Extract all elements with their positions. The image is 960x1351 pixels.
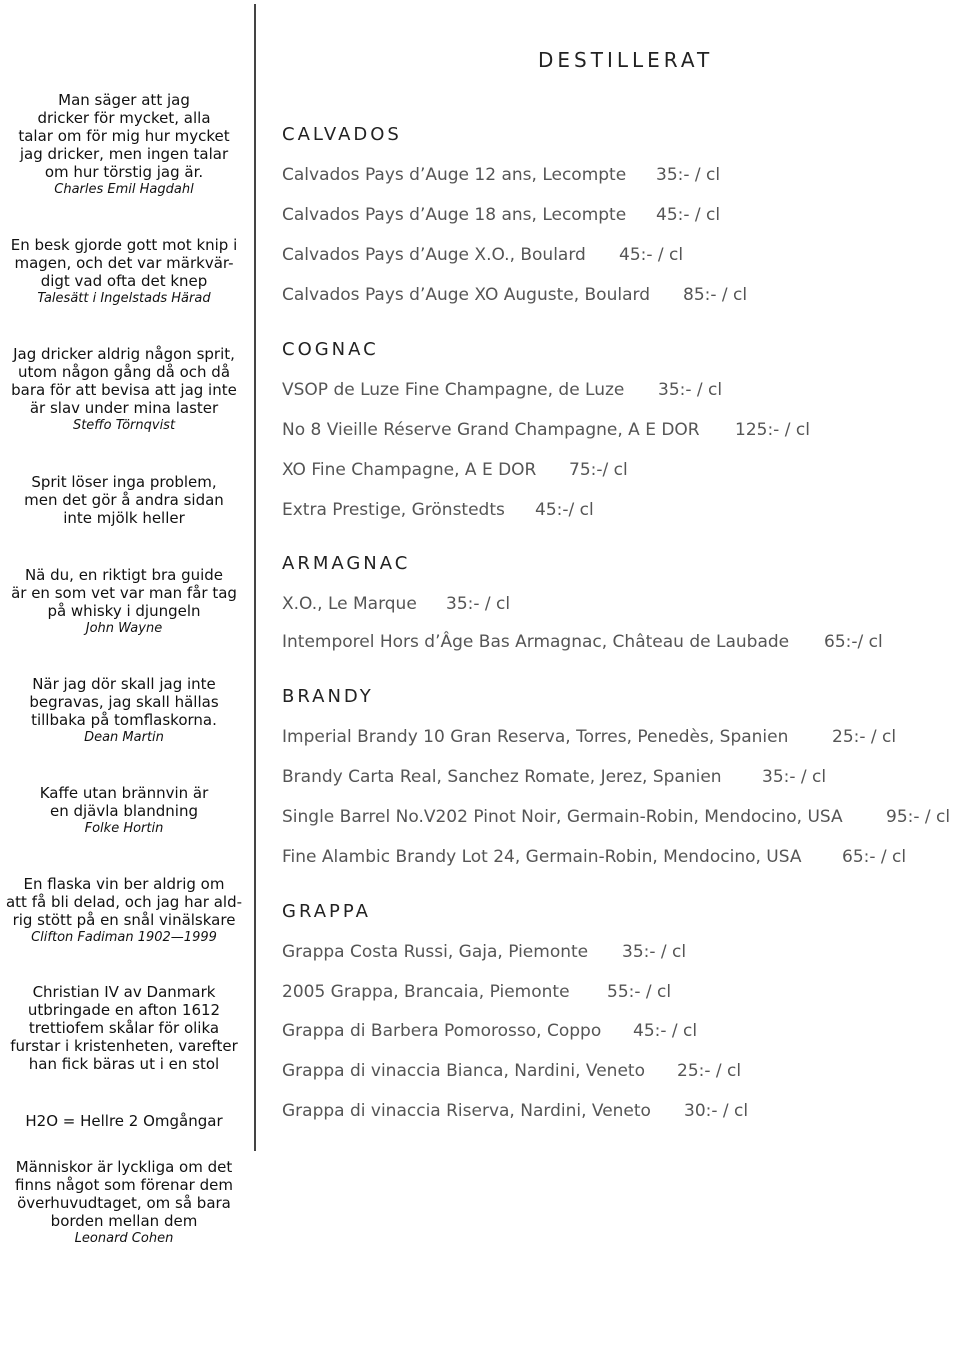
item-price: 85:- / cl	[683, 285, 748, 305]
menu-item	[282, 727, 897, 747]
quote-line: Kaffe utan brännvin är	[39, 784, 209, 802]
quote-line: En besk gjorde gott mot knip i	[10, 236, 238, 254]
quote-line: borden mellan dem	[50, 1212, 198, 1230]
quote-line: han fick bäras ut i en stol	[28, 1055, 220, 1073]
item-name: XO Fine Champagne, A E DOR	[282, 460, 537, 480]
quote-8	[0, 875, 248, 947]
quote-line: utbringade en afton 1612	[27, 1001, 221, 1019]
quote-line: När jag dör skall jag inte	[32, 675, 216, 693]
quote-line: men det gör å andra sidan	[24, 491, 224, 509]
quote-line: Man säger att jag	[58, 91, 190, 109]
item-name: Grappa Costa Russi, Gaja, Piemonte	[282, 942, 589, 962]
item-price: 35:- / cl	[762, 767, 827, 787]
quote-author: Leonard Cohen	[74, 1231, 174, 1246]
quote-line: jag dricker, men ingen talar	[19, 145, 229, 163]
quote-line: att få bli delad, och jag har ald-	[5, 893, 243, 911]
item-name: No 8 Vieille Réserve Grand Champagne, A E DOR	[282, 420, 700, 440]
item-price: 125:- / cl	[735, 420, 810, 440]
menu-item	[282, 165, 721, 185]
menu-item	[282, 982, 672, 1002]
item-price: 35:- / cl	[622, 942, 687, 962]
quote-line: En flaska vin ber aldrig om	[23, 875, 225, 893]
quote-line: på whisky i djungeln	[47, 602, 201, 620]
item-name: Brandy Carta Real, Sanchez Romate, Jerez, Spanien	[282, 767, 722, 787]
menu-item	[282, 1061, 742, 1081]
quote-line: om hur törstig jag är.	[44, 163, 204, 181]
item-name: VSOP de Luze Fine Champagne, de Luze	[282, 380, 625, 400]
item-price: 65:- / cl	[842, 847, 907, 867]
menu-item	[282, 1021, 698, 1041]
quote-line: Jag dricker aldrig någon sprit,	[13, 345, 235, 363]
page-title: DESTILLERAT	[538, 48, 714, 72]
menu-item	[282, 285, 748, 305]
quote-line: rig stött på en snål vinälskare	[12, 911, 236, 929]
quote-4	[0, 473, 248, 527]
quote-line: utom någon gång då och då	[17, 363, 231, 381]
quote-line: Christian IV av Danmark	[32, 983, 216, 1001]
quote-7	[0, 784, 248, 838]
menu-item	[282, 807, 951, 827]
menu-item	[282, 1101, 749, 1121]
quote-author: Steffo Törnqvist	[72, 418, 176, 433]
section-title-armagnac: ARMAGNAC	[282, 553, 411, 574]
item-price: 25:- / cl	[832, 727, 897, 747]
menu-item	[282, 500, 594, 520]
item-price: 45:- / cl	[633, 1021, 698, 1041]
item-price: 45:- / cl	[656, 205, 721, 225]
quote-line: Sprit löser inga problem,	[31, 473, 217, 491]
menu-item	[282, 594, 511, 614]
item-price: 30:- / cl	[684, 1101, 749, 1121]
quote-line: bara för att bevisa att jag inte	[11, 381, 237, 399]
quote-line: är en som vet var man får tag	[11, 584, 237, 602]
quote-line: trettiofem skålar för olika	[28, 1019, 220, 1037]
menu-item	[282, 460, 628, 480]
item-price: 95:- / cl	[886, 807, 951, 827]
section-title-cognac: COGNAC	[282, 339, 379, 360]
quote-author: Dean Martin	[84, 730, 164, 745]
item-name: Calvados Pays d’Auge X.O., Boulard	[282, 245, 586, 265]
section-title-brandy: BRANDY	[282, 686, 374, 707]
quote-line: inte mjölk heller	[63, 509, 185, 527]
item-price: 65:-/ cl	[824, 632, 883, 652]
item-name: X.O., Le Marque	[282, 594, 417, 614]
quote-line: en djävla blandning	[49, 802, 198, 820]
item-name: Grappa di vinaccia Bianca, Nardini, Veneto	[282, 1061, 645, 1081]
item-price: 35:- / cl	[446, 594, 511, 614]
quote-line: Nä du, en riktigt bra guide	[24, 566, 224, 584]
item-price: 25:- / cl	[677, 1061, 742, 1081]
menu-item	[282, 420, 810, 440]
menu-item	[282, 942, 687, 962]
item-name: Intemporel Hors d’Âge Bas Armagnac, Château de Laubade	[282, 632, 790, 652]
menu-item	[282, 245, 684, 265]
item-price: 35:- / cl	[658, 380, 723, 400]
item-name: Imperial Brandy 10 Gran Reserva, Torres, Penedès, Spanien	[282, 727, 789, 747]
quote-line: H2O = Hellre 2 Omgångar	[25, 1112, 223, 1130]
item-name: Single Barrel No.V202 Pinot Noir, Germain-Robin, Mendocino, USA	[282, 807, 843, 827]
quote-line: är slav under mina laster	[29, 399, 219, 417]
item-price: 35:- / cl	[656, 165, 721, 185]
column-divider	[254, 4, 256, 1151]
item-name: Calvados Pays d’Auge 18 ans, Lecompte	[282, 205, 627, 225]
quote-1	[0, 91, 248, 199]
item-price: 45:- / cl	[619, 245, 684, 265]
quote-line: överhuvudtaget, om så bara	[17, 1194, 231, 1212]
quote-author: Clifton Fadiman 1902—1999	[31, 930, 217, 945]
quote-author: Folke Hortin	[84, 821, 164, 836]
menu-item	[282, 632, 883, 652]
quote-line: dricker för mycket, alla	[37, 109, 211, 127]
quote-line: finns något som förenar dem	[15, 1176, 233, 1194]
quote-author: John Wayne	[85, 621, 163, 636]
quote-6	[0, 675, 248, 747]
quote-2	[0, 236, 248, 308]
item-price: 45:-/ cl	[535, 500, 594, 520]
quote-line: tillbaka på tomflaskorna.	[31, 711, 217, 729]
quote-line: digt vad ofta det knep	[40, 272, 208, 290]
quote-line: talar om för mig hur mycket	[18, 127, 230, 145]
quote-11	[0, 1158, 248, 1248]
section-title-calvados: CALVADOS	[282, 124, 402, 145]
quote-3	[0, 345, 248, 435]
menu-item	[282, 767, 827, 787]
quote-line: begravas, jag skall hällas	[29, 693, 219, 711]
item-name: Calvados Pays d’Auge 12 ans, Lecompte	[282, 165, 627, 185]
section-title-grappa: GRAPPA	[282, 901, 371, 922]
quote-line: magen, och det var märkvär-	[14, 254, 234, 272]
item-name: Grappa di vinaccia Riserva, Nardini, Veneto	[282, 1101, 651, 1121]
item-name: Extra Prestige, Grönstedts	[282, 500, 505, 520]
item-price: 55:- / cl	[607, 982, 672, 1002]
item-name: Calvados Pays d’Auge XO Auguste, Boulard	[282, 285, 650, 305]
quote-line: furstar i kristenheten, varefter	[10, 1037, 238, 1055]
item-name: Grappa di Barbera Pomorosso, Coppo	[282, 1021, 602, 1041]
menu-item	[282, 380, 723, 400]
quote-10	[0, 1112, 248, 1130]
menu-item	[282, 205, 721, 225]
menu-item	[282, 847, 907, 867]
quote-author: Charles Emil Hagdahl	[54, 182, 194, 197]
item-price: 75:-/ cl	[569, 460, 628, 480]
item-name: Fine Alambic Brandy Lot 24, Germain-Robin, Mendocino, USA	[282, 847, 802, 867]
quote-5	[0, 566, 248, 638]
quote-line: Människor är lyckliga om det	[15, 1158, 233, 1176]
item-name: 2005 Grappa, Brancaia, Piemonte	[282, 982, 570, 1002]
quote-author: Talesätt i Ingelstads Härad	[37, 291, 211, 306]
quote-9	[0, 983, 248, 1073]
